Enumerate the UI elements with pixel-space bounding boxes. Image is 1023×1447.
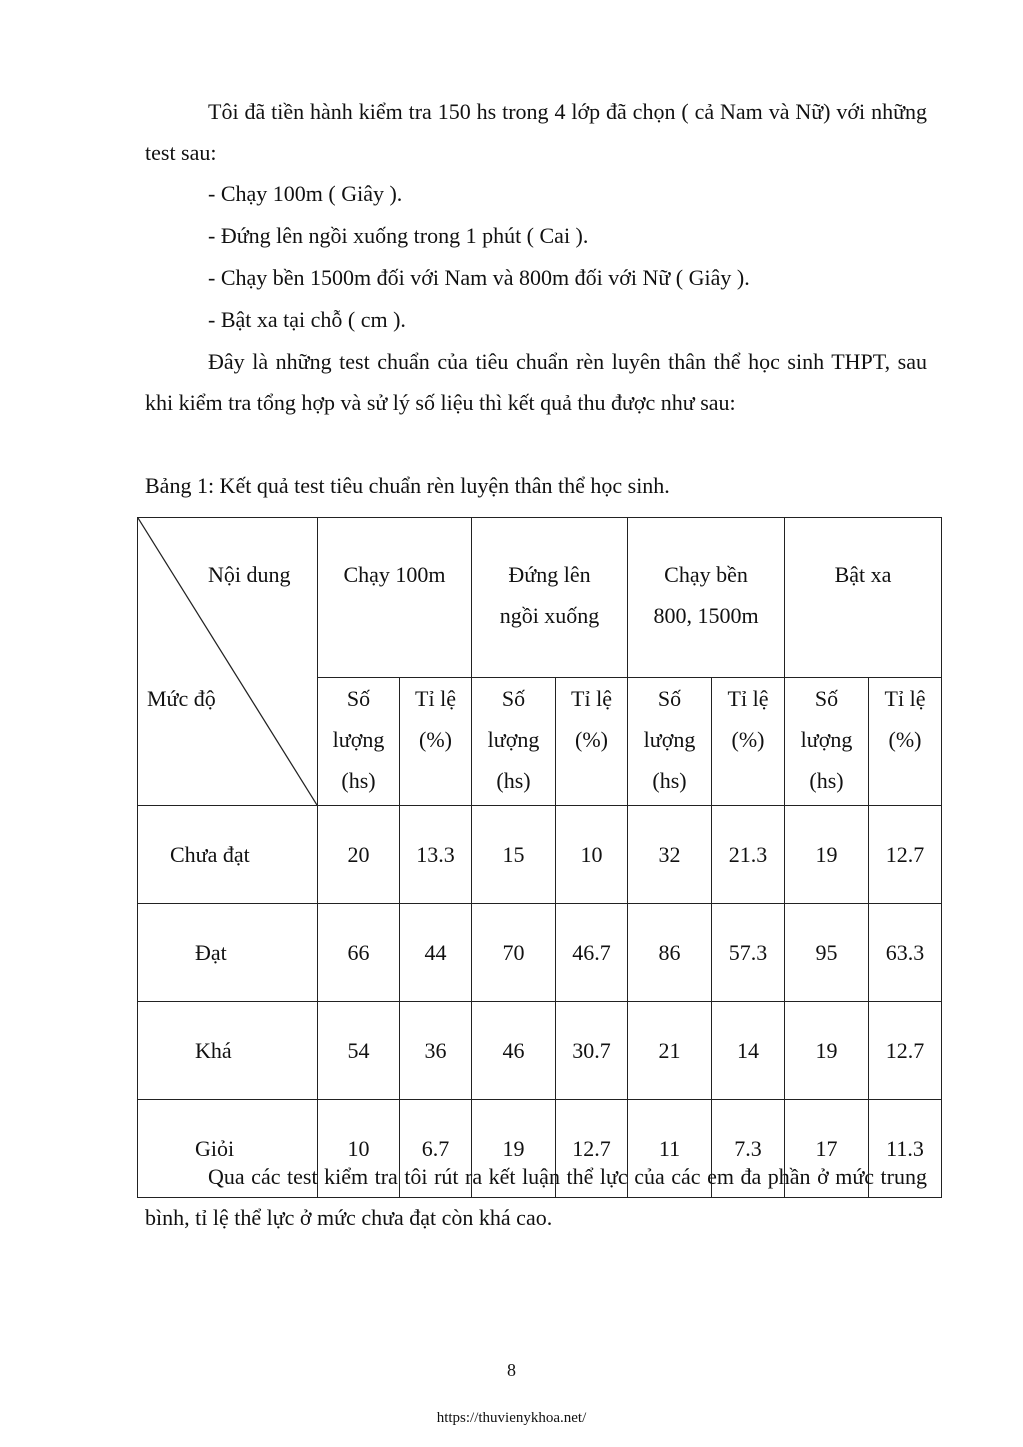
group-label-line2: ngồi xuống [499,603,600,628]
group-label: Đứng lên [508,562,591,587]
table-caption: Bảng 1: Kết quả test tiêu chuẩn rèn luyện thân thể học sinh. [145,473,670,498]
value-cell: 7.3 [712,1100,785,1198]
value-cell: 66 [318,904,400,1002]
value-cell: 19 [785,1002,869,1100]
value-cell: 63.3 [869,904,942,1002]
value-cell: 44 [400,904,472,1002]
value-cell: 21 [628,1002,712,1100]
level-cell: Đạt [138,904,318,1002]
subheader-rate [869,678,942,806]
value-cell: 57.3 [712,904,785,1002]
table-row [138,1002,942,1100]
results-table [137,517,942,1198]
value-cell: 19 [785,806,869,904]
value-cell: 11.3 [869,1100,942,1198]
intro-paragraph: Tôi đã tiền hành kiểm tra 150 hs trong 4 lớp đã chọn ( cả Nam và Nữ) với những test sau: [145,99,927,165]
subheader-count [628,678,712,806]
subheader-rate [400,678,472,806]
group-label: Bật xa [834,562,892,587]
value-cell: 14 [712,1002,785,1100]
group-label-line2: 800, 1500m [653,603,759,628]
test-item-sprint: - Chạy 100m ( Giây ). [208,181,403,206]
group-label: Chạy bền [664,562,748,587]
subheader-rate-line1: Tỉ lệ [884,686,926,711]
value-cell: 12.7 [869,1002,942,1100]
test-item-endurance: - Chạy bền 1500m đối với Nam và 800m đối với Nữ ( Giây ). [208,265,750,290]
subheader-count-line3: (hs) [496,768,531,793]
test-item-long-jump: - Bật xa tại chỗ ( cm ). [208,307,406,332]
table-row [138,904,942,1002]
subheader-count-line3: (hs) [341,768,376,793]
value-cell: 20 [318,806,400,904]
value-cell: 46.7 [556,904,628,1002]
corner-label-level: Mức độ [147,686,216,711]
subheader-count-line1: Số [657,686,682,711]
subheader-count-line1: Số [346,686,371,711]
subheader-rate-line2: (%) [575,727,608,752]
value-cell: 54 [318,1002,400,1100]
value-cell: 30.7 [556,1002,628,1100]
test-item-squat: - Đứng lên ngồi xuống trong 1 phút ( Cai ). [208,223,589,248]
group-header-sprint [318,518,472,678]
value-cell: 36 [400,1002,472,1100]
corner-header-cell [138,518,318,806]
value-cell: 12.7 [556,1100,628,1198]
corner-label-content: Nội dung [208,562,291,587]
subheader-count-line1: Số [814,686,839,711]
value-cell: 12.7 [869,806,942,904]
value-cell: 13.3 [400,806,472,904]
subheader-rate-line2: (%) [731,727,765,752]
subheader-count-line2: lượng [643,727,696,752]
subheader-count [785,678,869,806]
conclusion-paragraph: Qua các test kiểm tra tôi rút ra kết luận thể lực của các em đa phần ở mức trung bình, tỉ lệ thể lực ở mức chưa đạt còn khá cao. [145,1164,927,1230]
page-number: 8 [507,1360,516,1380]
level-cell: Chưa đạt [138,806,318,904]
subheader-rate-line1: Tỉ lệ [727,686,769,711]
footer-url: https://thuvienykhoa.net/ [436,1410,587,1426]
subheader-count-line3: (hs) [809,768,844,793]
value-cell: 11 [628,1100,712,1198]
subheader-rate [556,678,628,806]
value-cell: 15 [472,806,556,904]
group-header-squat [472,518,628,678]
level-cell: Khá [138,1002,318,1100]
subheader-rate-line2: (%) [419,727,452,752]
subheader-count-line2: lượng [332,727,385,752]
group-label: Chạy 100m [343,562,446,587]
value-cell: 19 [472,1100,556,1198]
value-cell: 86 [628,904,712,1002]
subheader-count-line2: lượng [487,727,540,752]
subheader-rate-line1: Tỉ lệ [415,686,456,711]
value-cell: 10 [318,1100,400,1198]
value-cell: 46 [472,1002,556,1100]
group-header-long-jump [785,518,942,678]
value-cell: 10 [556,806,628,904]
table-row [138,806,942,904]
value-cell: 32 [628,806,712,904]
subheader-count [318,678,400,806]
subheader-count-line2: lượng [800,727,853,752]
value-cell: 70 [472,904,556,1002]
group-header-endurance [628,518,785,678]
subheader-count [472,678,556,806]
value-cell: 17 [785,1100,869,1198]
subheader-rate-line1: Tỉ lệ [571,686,612,711]
subheader-count-line3: (hs) [652,768,687,793]
value-cell: 21.3 [712,806,785,904]
subheader-rate-line2: (%) [888,727,922,752]
subheader-rate [712,678,785,806]
standards-paragraph: Đây là những test chuẩn của tiêu chuẩn rèn luyên thân thể học sinh THPT, sau khi kiểm tra tổng hợp và sử lý số liệu thì kết quả thu được như sau: [145,349,927,415]
level-cell: Giỏi [138,1100,318,1198]
value-cell: 95 [785,904,869,1002]
subheader-count-line1: Số [501,686,526,711]
value-cell: 6.7 [400,1100,472,1198]
